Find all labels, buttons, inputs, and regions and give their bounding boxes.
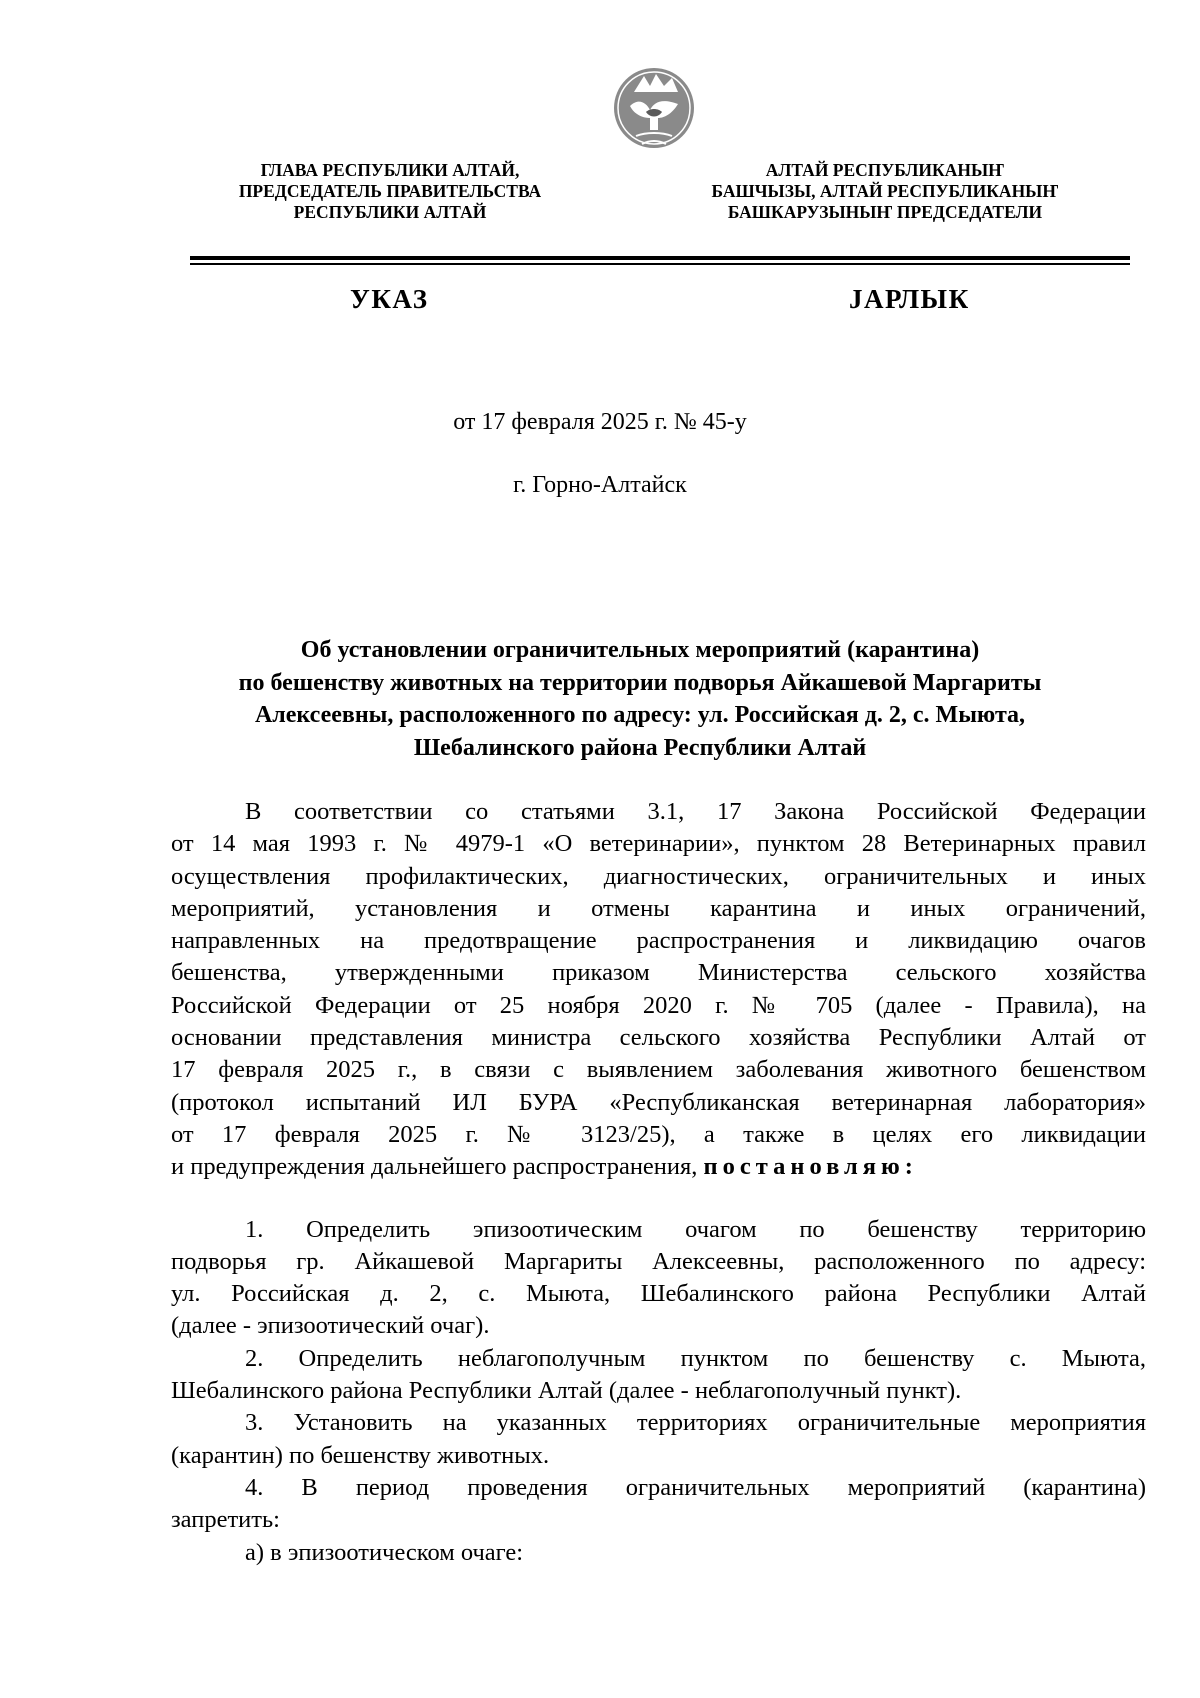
text-line: (далее - эпизоотический очаг).	[171, 1312, 490, 1340]
text-line: 1. Определить эпизоотическим очагом по бешенству территорию	[245, 1215, 1146, 1243]
text-line-final	[171, 1151, 1146, 1183]
issuer-line: ПРЕДСЕДАТЕЛЬ ПРАВИТЕЛЬСТВА	[238, 181, 542, 201]
item-4	[171, 1472, 1146, 1537]
text-line: Шебалинского района Республики Алтай (далее - неблагополучный пункт).	[171, 1377, 962, 1405]
text-line: а) в эпизоотическом очаге:	[245, 1538, 524, 1566]
text-line: 2. Определить неблагополучным пунктом по бешенству с. Мыюта,	[245, 1344, 1146, 1372]
title-line: Об установлении ограничительных мероприятий (карантина)	[300, 637, 980, 663]
date-and-number: от 17 февраля 2025 г. № 45-у	[453, 409, 747, 435]
text-line: В соответствии со статьями 3.1, 17 Закона Российской Федерации	[245, 798, 1146, 825]
text-line: (карантин) по бешенству животных.	[171, 1441, 550, 1469]
text-line: осуществления профилактических, диагностических, ограничительных и иных	[171, 862, 1146, 890]
preamble-paragraph	[171, 796, 1146, 1184]
issuer-line: БАШЧЫЗЫ, АЛТАЙ РЕСПУБЛИКАНЫҤ	[711, 181, 1059, 201]
item-4a	[171, 1537, 1146, 1569]
text-line: от 14 мая 1993 г. № 4979-1 «О ветеринарии», пунктом 28 Ветеринарных правил	[171, 830, 1146, 858]
item-1	[171, 1214, 1146, 1343]
text-line: 3. Установить на указанных территориях ограничительные мероприятия	[245, 1409, 1146, 1437]
text-line: бешенства, утвержденными приказом Министерства сельского хозяйства	[171, 959, 1146, 987]
decree-body	[171, 796, 1146, 1569]
text-line: основании представления министра сельского хозяйства Республики Алтай от	[171, 1024, 1146, 1052]
text-line: ул. Российская д. 2, с. Мыюта, Шебалинского района Республики Алтай	[171, 1280, 1146, 1308]
header-divider-thin	[190, 263, 1130, 265]
decree-title	[160, 634, 1120, 764]
text-line: мероприятий, установления и отмены карантина и иных ограничений,	[171, 894, 1146, 922]
issuer-title-altai	[680, 160, 1090, 223]
text-line: Российской Федерации от 25 ноября 2020 г. № 705 (далее - Правила), на	[171, 991, 1146, 1019]
coat-of-arms-emblem	[612, 62, 696, 158]
doc-type-russian: УКАЗ	[350, 284, 429, 314]
title-line: Шебалинского района Республики Алтай	[413, 734, 867, 761]
text-line: подворья гр. Айкашевой Маргариты Алексеевны, расположенного по адресу:	[171, 1247, 1146, 1275]
issuer-line: ГЛАВА РЕСПУБЛИКИ АЛТАЙ,	[260, 160, 520, 180]
header-divider	[190, 256, 1130, 260]
item-3	[171, 1407, 1146, 1472]
issuer-line: РЕСПУБЛИКИ АЛТАЙ	[293, 202, 487, 222]
place-of-issue: г. Горно-Алтайск	[513, 472, 687, 498]
decree-operative-word: постановляю:	[703, 1153, 918, 1181]
text-line: направленных на предотвращение распространения и ликвидацию очагов	[171, 927, 1146, 955]
issuer-line: БАШКАРУЗЫНЫҤ ПРЕДСЕДАТЕЛИ	[727, 202, 1043, 222]
issuer-line: АЛТАЙ РЕСПУБЛИКАНЫҤ	[765, 160, 1005, 180]
text-line: запретить:	[171, 1506, 280, 1534]
issuer-title-russian	[185, 160, 595, 223]
preamble-final-text: и предупреждения дальнейшего распространения,	[171, 1153, 698, 1181]
text-line: от 17 февраля 2025 г. № 3123/25), а также в целях его ликвидации	[171, 1120, 1146, 1148]
text-line: 17 февраля 2025 г., в связи с выявлением заболевания животного бешенством	[171, 1056, 1146, 1084]
title-line: по бешенству животных на территории подворья Айкашевой Маргариты	[238, 669, 1042, 696]
item-2	[171, 1343, 1146, 1408]
title-line: Алексеевны, расположенного по адресу: ул. Российская д. 2, с. Мыюта,	[254, 702, 1026, 728]
paragraph-gap	[171, 1184, 1146, 1214]
text-line: 4. В период проведения ограничительных мероприятий (карантина)	[245, 1473, 1146, 1501]
doc-type-altai: JАРЛЫК	[849, 284, 970, 314]
text-line: (протокол испытаний ИЛ БУРА «Республиканская ветеринарная лаборатория»	[171, 1088, 1146, 1116]
